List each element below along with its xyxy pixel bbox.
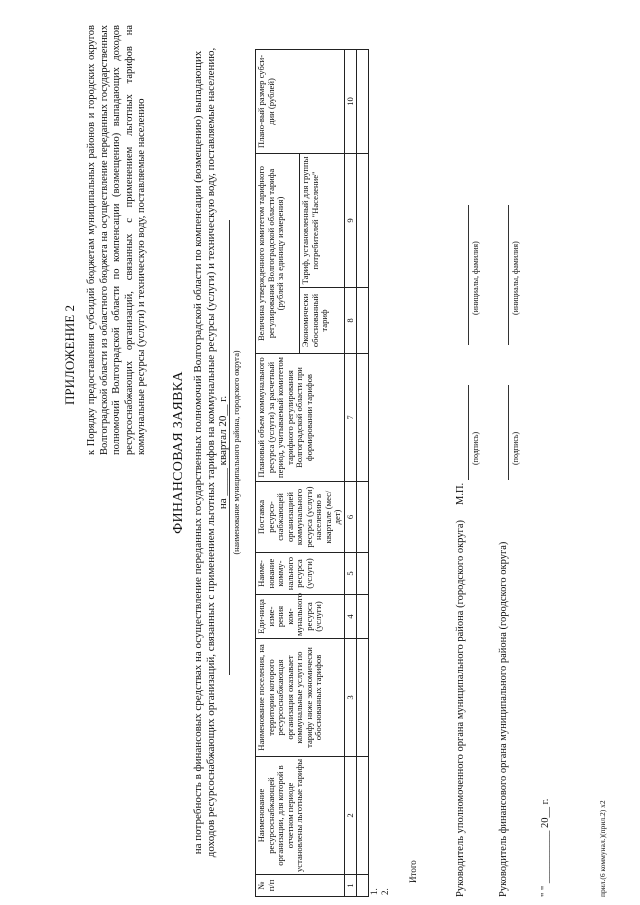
head-authorized-body: Руководитель уполномоченного органа муниципального района (городского округа) — [455, 520, 466, 897]
form-intro: на потребность в финансовых средствах на осуществление переданных государственных полномочий Волгоградской области по компенсации (возмещению) выпадающих доходов ресурсоснабжающих организаций, связанных с применением льготных тарифов на коммунальные ресурсы (услуги) и техническую воду, поставляемые населению, на _____ квартал 20__ г. — [192, 47, 229, 858]
appendix-description: к Порядку предоставления субсидий бюджетам муниципальных районов и городских округов Волгоградской области из областного бюджета на осуществление переданных государственных полномочий Волгоградской области по компенсации (возмещению) выпадающих доходов ресурсоснабжающих организаций, связанных с применением льготных тарифов на коммунальные ресурсы (услуги) и техническую воду, поставляемые населению — [86, 25, 147, 455]
name-hint: (инициалы, фамилия) — [511, 241, 520, 315]
signature-line — [508, 385, 509, 480]
head-financial-body: Руководитель финансового органа муниципального района (городского округа) — [498, 541, 509, 897]
signature-hint: (подпись) — [471, 431, 480, 465]
header-tariff-value: Величина утвержденного комитетом тарифного регулирования Волгоградской области тарифа (рублей за единицу измерения) — [256, 154, 300, 354]
header-subsidy: Плано-вый размер субси-дии (рублей) — [256, 50, 345, 154]
column-number-row — [344, 50, 357, 897]
column-number: 7 — [344, 354, 357, 482]
municipality-underline — [229, 220, 230, 675]
header-resource: Наиме-нование комму-нального ресурса (услуги) — [256, 553, 345, 595]
column-number: 10 — [344, 50, 357, 154]
appendix-title: ПРИЛОЖЕНИЕ 2 — [62, 305, 77, 405]
date-line: " " __________ 20__ г. — [540, 798, 551, 897]
signature-line — [468, 385, 469, 480]
header-planned-volume: Плановый объем коммунального ресурса (услуги) за расчетный период, учитываемый комитетом тарифного регулирования Волгоградской области при формировании тарифов — [256, 354, 345, 482]
column-number: 6 — [344, 482, 357, 553]
header-number: № п/п — [256, 875, 345, 897]
column-number: 3 — [344, 639, 357, 757]
name-hint: (инициалы, фамилия) — [471, 241, 480, 315]
table-header-row — [256, 50, 300, 897]
header-supply: Поставка ресурсо-снабжающей организацией коммунального ресурса (услуги) населению в квартале (мес/дет) — [256, 482, 345, 553]
header-population-tariff: Тариф, установленный для группы потребителей "Население" — [300, 154, 344, 288]
table-row — [357, 50, 369, 897]
signature-hint: (подпись) — [511, 431, 520, 465]
form-title: ФИНАНСОВАЯ ЗАЯВКА — [171, 371, 186, 534]
column-number: 2 — [344, 757, 357, 875]
header-economic-tariff: Экономически обоснованный тариф — [300, 288, 344, 354]
header-unit: Еди-ница изме-рения ком-мунального ресурса (услуги) — [256, 595, 345, 639]
application-table — [255, 49, 369, 897]
row-number: 2. — [380, 888, 390, 895]
name-line — [508, 205, 509, 345]
column-number: 4 — [344, 595, 357, 639]
file-footer: прил.(6 коммунал.)(прил.2) х2 — [598, 800, 607, 897]
total-label: Итого — [408, 860, 418, 883]
column-number: 8 — [344, 288, 357, 354]
row-number: 1. — [369, 888, 379, 895]
column-number: 5 — [344, 553, 357, 595]
header-organization: Наименование ресурсоснабжающей организации, для которой в отчетном периоде установлены льготные тарифы — [256, 757, 345, 875]
column-number: 1 — [344, 875, 357, 897]
municipality-hint: (наименование муниципального района, городского округа) — [232, 350, 241, 555]
name-line — [468, 205, 469, 345]
column-number: 9 — [344, 154, 357, 288]
header-settlement: Наименование поселения, на территории которого ресурсоснабжающая организация оказывает коммунальные услуги по тарифу ниже экономически обоснованных тарифов — [256, 639, 345, 757]
stamp-place: М.П. — [455, 482, 466, 505]
